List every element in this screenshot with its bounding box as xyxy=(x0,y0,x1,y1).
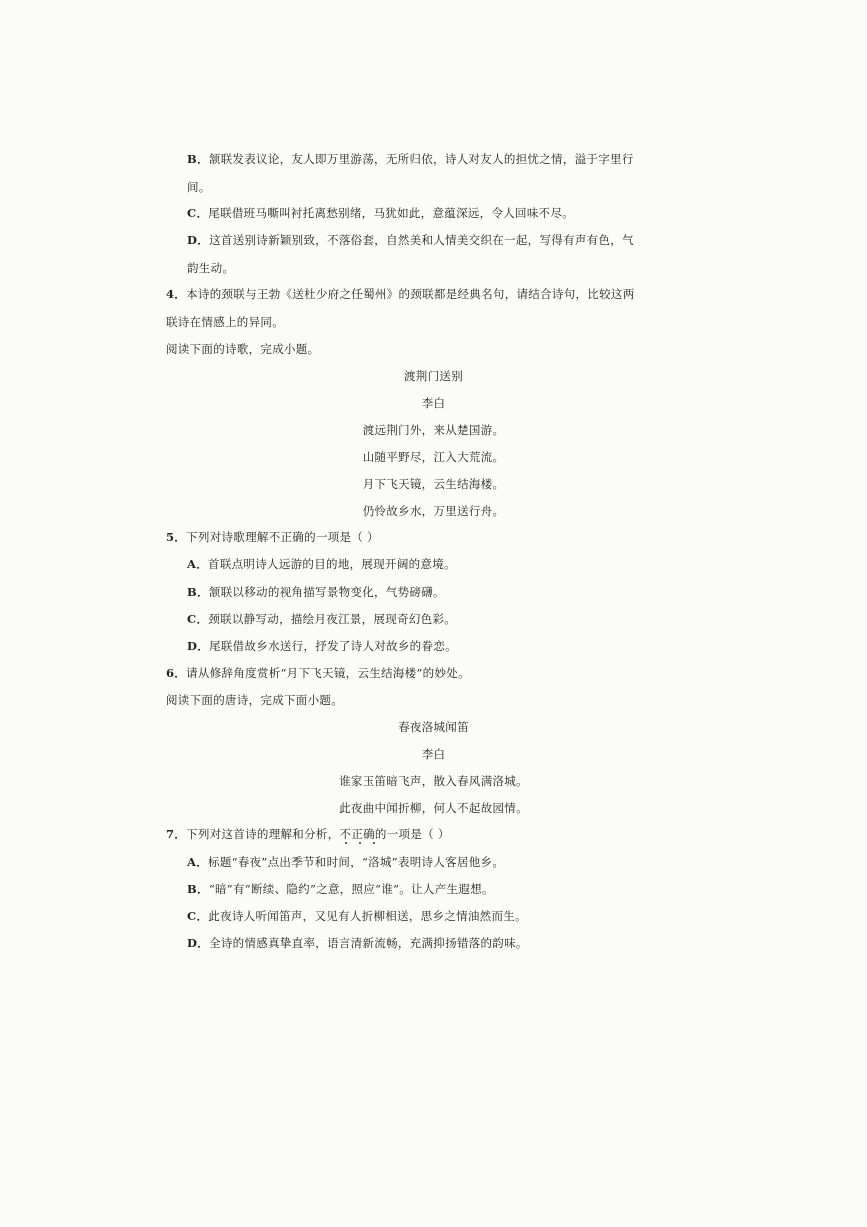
emphasis-dot xyxy=(373,842,375,844)
option-label: C． xyxy=(187,206,209,220)
poem-title: 渡荆门送别 xyxy=(404,369,463,383)
emphasis-dot xyxy=(345,842,347,844)
option-text: 尾联借故乡水送行，抒发了诗人对故乡的眷恋。 xyxy=(209,639,457,653)
q3-option-c xyxy=(187,206,574,220)
option-label: A． xyxy=(187,855,209,869)
q3-option-d-cont: 韵生动。 xyxy=(187,261,235,275)
option-text: “暗”有“断续、隐约”之意，照应“谁”。让人产生遐想。 xyxy=(208,882,494,896)
question-text: 下列对诗歌理解不正确的一项是（ ） xyxy=(186,530,379,544)
option-label: B． xyxy=(187,882,209,896)
option-label: C． xyxy=(187,909,209,923)
poem-line: 谁家玉笛暗飞声，散入春风满洛城。 xyxy=(339,774,528,788)
option-label: D． xyxy=(187,936,210,950)
question-text-post: 的一项是（ ） xyxy=(374,827,450,841)
question-text-pre: 下列对这首诗的理解和分析， xyxy=(186,827,340,841)
poem-line: 渡远荆门外，来从楚国游。 xyxy=(362,423,505,437)
option-text: 颔联以移动的视角描写景物变化，气势磅礴。 xyxy=(208,585,445,599)
question-number: 6． xyxy=(166,666,187,680)
emphasis-dotted-text xyxy=(340,827,375,841)
q5-option-a xyxy=(187,557,456,571)
q7-option-a xyxy=(187,855,504,869)
poem-author: 李白 xyxy=(421,396,446,410)
q5-option-d xyxy=(187,639,457,653)
section-intro: 阅读下面的唐诗，完成下面小题。 xyxy=(166,693,343,707)
option-label: A． xyxy=(187,557,209,571)
poem-line: 仍怜故乡水，万里送行舟。 xyxy=(362,504,505,518)
option-text: 颈联以静写动，描绘月夜江景，展现奇幻色彩。 xyxy=(208,612,457,626)
option-text: 这首送别诗新颖别致，不落俗套，自然美和人情美交织在一起，写得有声有色，气 xyxy=(209,233,634,247)
q3-option-b-cont: 间。 xyxy=(187,180,211,194)
poem-line: 山随平野尽，江入大荒流。 xyxy=(362,450,505,464)
q3-option-b xyxy=(187,152,634,166)
question-5 xyxy=(166,530,379,544)
emphasis-dot xyxy=(359,842,361,844)
q5-option-b xyxy=(187,585,445,599)
option-text: 颔联发表议论，友人即万里游荡，无所归依，诗人对友人的担忧之情，溢于字里行 xyxy=(208,152,634,166)
option-text: 首联点明诗人远游的目的地，展现开阔的意境。 xyxy=(208,557,456,571)
question-text: 本诗的颈联与王勃《送杜少府之任蜀州》的颈联都是经典名句，请结合诗句，比较这两 xyxy=(186,287,635,301)
question-6 xyxy=(166,666,470,680)
q5-option-c xyxy=(187,612,456,626)
q7-option-c xyxy=(187,909,527,923)
option-text: 全诗的情感真挚直率，语言清新流畅，充满抑扬错落的韵味。 xyxy=(209,936,528,950)
emphasis-text: 不正确 xyxy=(339,827,375,841)
option-label: B． xyxy=(187,585,209,599)
option-text: 此夜诗人听闻笛声，又见有人折柳相送，思乡之情油然而生。 xyxy=(208,909,527,923)
option-label: D． xyxy=(187,233,210,247)
question-number: 4． xyxy=(166,287,187,301)
poem-line: 此夜曲中闻折柳，何人不起故园情。 xyxy=(339,801,528,815)
question-text: 请从修辞角度赏析“月下飞天镜，云生结海楼”的妙处。 xyxy=(186,666,470,680)
question-4 xyxy=(166,287,635,301)
option-label: B． xyxy=(187,152,209,166)
poem-title: 春夜洛城闻笛 xyxy=(398,720,469,734)
option-label: D． xyxy=(187,639,210,653)
poem-line: 月下飞天镜，云生结海楼。 xyxy=(362,477,505,491)
poem-author: 李白 xyxy=(421,747,446,761)
option-text: 尾联借班马嘶叫衬托离愁别绪，马犹如此，意蕴深远，令人回味不尽。 xyxy=(208,206,575,220)
question-7 xyxy=(166,827,450,841)
question-4-cont: 联诗在情感上的异同。 xyxy=(166,315,284,329)
option-text: 标题“春夜”点出季节和时间，“洛城”表明诗人客居他乡。 xyxy=(208,855,505,869)
question-number: 5． xyxy=(166,530,187,544)
question-number: 7． xyxy=(166,827,187,841)
section-intro: 阅读下面的诗歌，完成小题。 xyxy=(166,342,320,356)
q7-option-b xyxy=(187,882,494,896)
q3-option-d xyxy=(187,233,634,247)
option-label: C． xyxy=(187,612,209,626)
q7-option-d xyxy=(187,936,528,950)
